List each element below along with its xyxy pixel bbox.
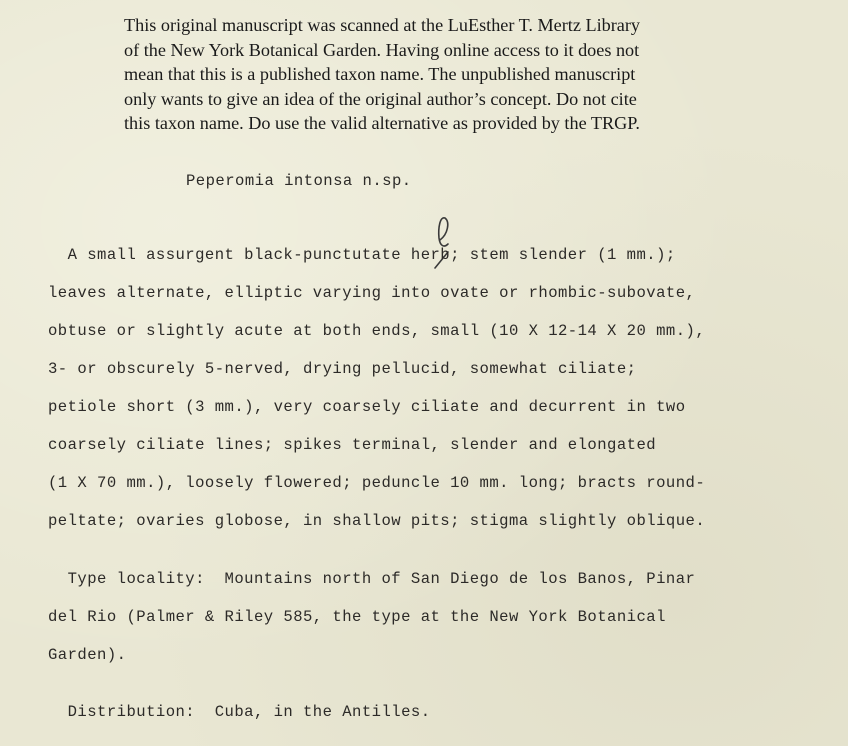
description-line: (1 X 70 mm.), loosely flowered; peduncle 10 mm. long; bracts round- (48, 474, 706, 492)
notice-line: only wants to give an idea of the original author’s concept. Do not cite (124, 88, 637, 109)
type-locality-line: Garden). (48, 646, 127, 664)
description-line: coarsely ciliate lines; spikes terminal, slender and elongated (48, 436, 657, 454)
description-line: petiole short (3 mm.), very coarsely ciliate and decurrent in two (48, 398, 686, 416)
description-line: obtuse or slightly acute at both ends, small (10 X 12-14 X 20 mm.), (48, 322, 706, 340)
description-line: leaves alternate, elliptic varying into ovate or rhombic-subovate, (48, 284, 696, 302)
description-line: 3- or obscurely 5-nerved, drying pellucid, somewhat ciliate; (48, 360, 637, 378)
description-line: A small assurgent black-punctutate herb; stem slender (1 mm.); (48, 246, 676, 264)
distribution-line: Distribution: Cuba, in the Antilles. (48, 703, 431, 721)
notice-line: this taxon name. Do use the valid alternative as provided by the TRGP. (124, 113, 640, 134)
notice-line: This original manuscript was scanned at the LuEsther T. Mertz Library (124, 15, 640, 35)
notice-line: mean that this is a published taxon name. The unpublished manuscript (124, 64, 636, 85)
description-line: peltate; ovaries globose, in shallow pits; stigma slightly oblique. (48, 512, 706, 530)
library-notice (124, 13, 784, 136)
type-locality-line: Type locality: Mountains north of San Diego de los Banos, Pinar (48, 570, 696, 588)
type-locality-line: del Rio (Palmer & Riley 585, the type at the New York Botanical (48, 608, 666, 626)
species-title: Peperomia intonsa n.sp. (186, 172, 412, 190)
notice-line: of the New York Botanical Garden. Having online access to it does not (124, 39, 640, 60)
